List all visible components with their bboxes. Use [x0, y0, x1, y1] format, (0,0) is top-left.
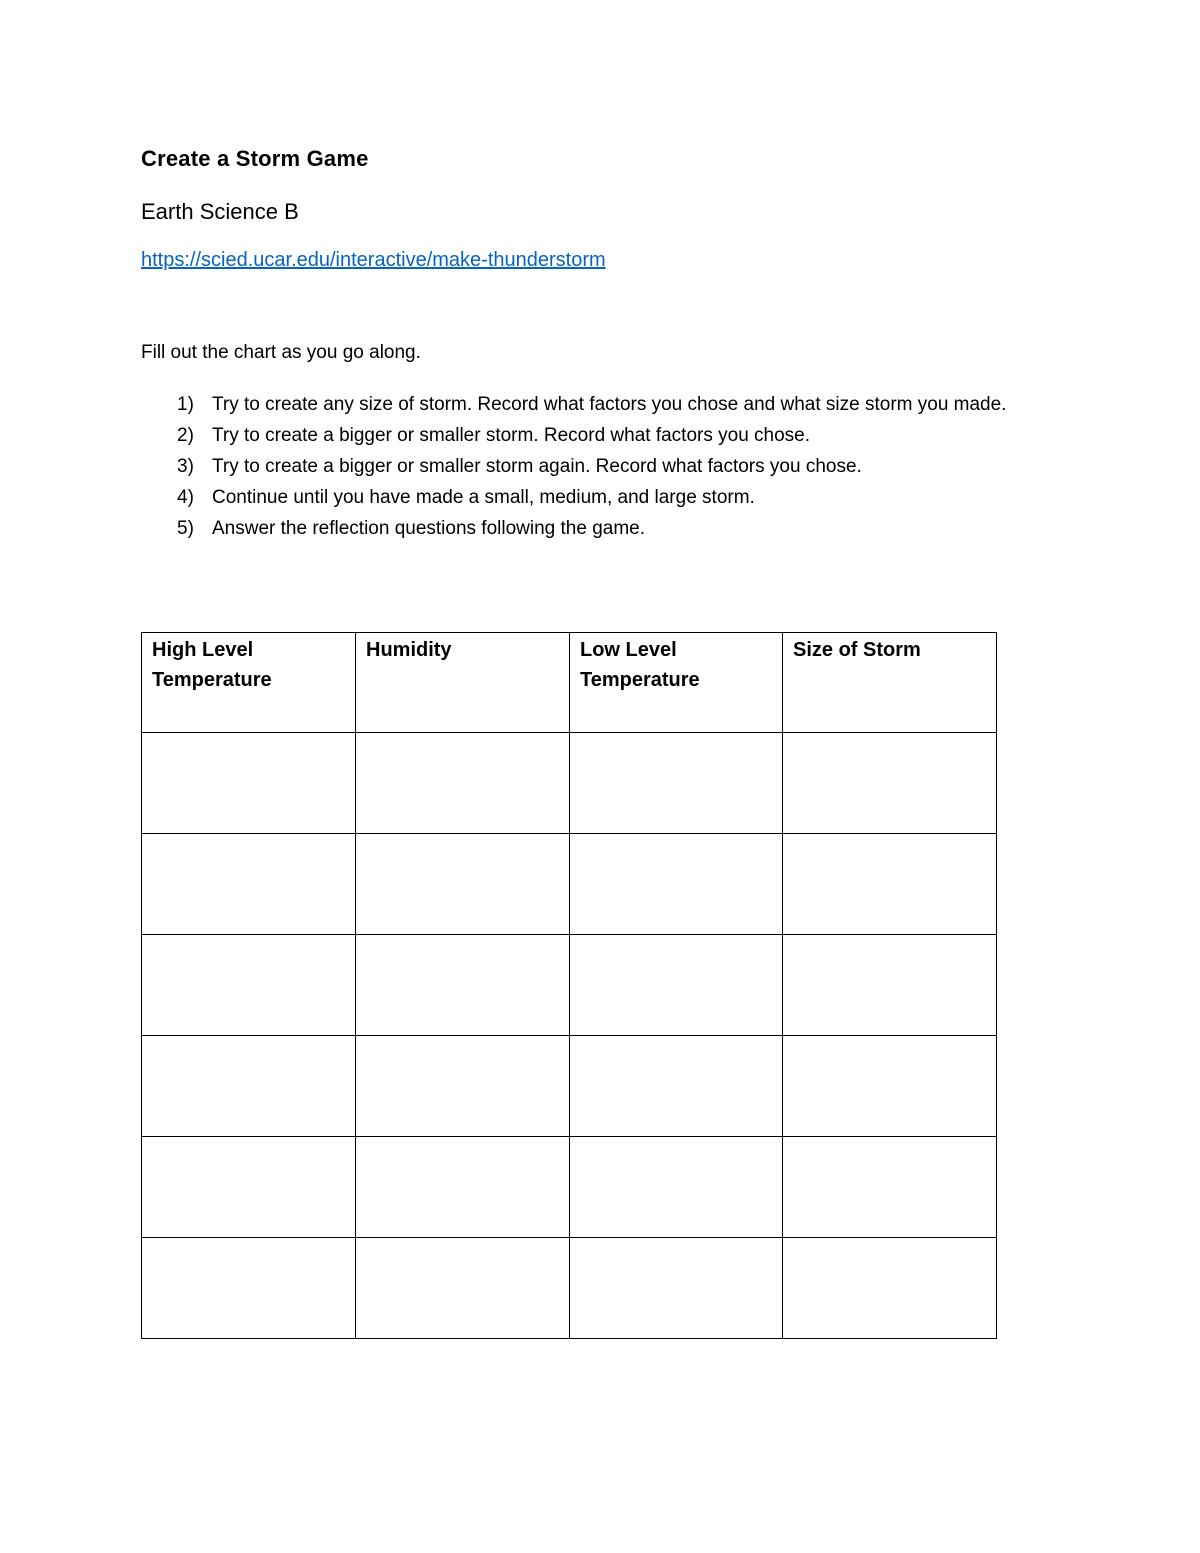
table-cell[interactable]	[142, 834, 356, 935]
table-cell[interactable]	[142, 1238, 356, 1339]
table-cell[interactable]	[356, 834, 570, 935]
step-number: 2)	[177, 425, 194, 446]
table-cell[interactable]	[356, 935, 570, 1036]
table-row	[142, 935, 997, 1036]
table-row	[142, 1036, 997, 1137]
table-row	[142, 834, 997, 935]
step-number: 4)	[177, 487, 194, 508]
table-cell[interactable]	[783, 935, 997, 1036]
table-cell[interactable]	[783, 1238, 997, 1339]
instruction-step	[141, 451, 1061, 482]
table-cell[interactable]	[356, 1238, 570, 1339]
table-cell[interactable]	[142, 1036, 356, 1137]
intro-text: Fill out the chart as you go along.	[141, 342, 421, 363]
table-cell[interactable]	[570, 1137, 783, 1238]
document-subtitle: Earth Science B	[141, 199, 299, 224]
step-text: Try to create any size of storm. Record what factors you chose and what size storm you made.	[212, 394, 1007, 415]
header-size-of-storm: Size of Storm	[783, 633, 997, 733]
table-cell[interactable]	[142, 1137, 356, 1238]
table-row	[142, 733, 997, 834]
document-title: Create a Storm Game	[141, 146, 369, 171]
header-low-level-temperature: Low Level Temperature	[570, 633, 783, 733]
thunderstorm-link[interactable]: https://scied.ucar.edu/interactive/make-thunderstorm	[141, 249, 606, 271]
instruction-step	[141, 420, 1061, 451]
table-cell[interactable]	[570, 834, 783, 935]
chart-header-row	[142, 633, 997, 733]
instruction-step	[141, 389, 1061, 420]
table-cell[interactable]	[356, 1137, 570, 1238]
step-text: Try to create a bigger or smaller storm again. Record what factors you chose.	[212, 456, 862, 477]
table-row	[142, 1137, 997, 1238]
step-number: 1)	[177, 394, 194, 415]
step-text: Continue until you have made a small, medium, and large storm.	[212, 487, 755, 508]
instruction-step	[141, 513, 1061, 544]
step-text: Answer the reflection questions following the game.	[212, 518, 646, 539]
table-row	[142, 1238, 997, 1339]
step-number: 5)	[177, 518, 194, 539]
table-cell[interactable]	[356, 1036, 570, 1137]
storm-chart	[141, 632, 997, 1339]
table-cell[interactable]	[783, 834, 997, 935]
instruction-list	[141, 389, 1061, 544]
step-number: 3)	[177, 456, 194, 477]
table-cell[interactable]	[142, 733, 356, 834]
table-cell[interactable]	[783, 1036, 997, 1137]
header-humidity: Humidity	[356, 633, 570, 733]
table-cell[interactable]	[142, 935, 356, 1036]
table-cell[interactable]	[783, 1137, 997, 1238]
table-cell[interactable]	[570, 935, 783, 1036]
instruction-step	[141, 482, 1061, 513]
step-text: Try to create a bigger or smaller storm. Record what factors you chose.	[212, 425, 811, 446]
table-cell[interactable]	[570, 1238, 783, 1339]
table-cell[interactable]	[570, 1036, 783, 1137]
table-cell[interactable]	[783, 733, 997, 834]
table-cell[interactable]	[356, 733, 570, 834]
table-cell[interactable]	[570, 733, 783, 834]
header-high-level-temperature: High Level Temperature	[142, 633, 356, 733]
